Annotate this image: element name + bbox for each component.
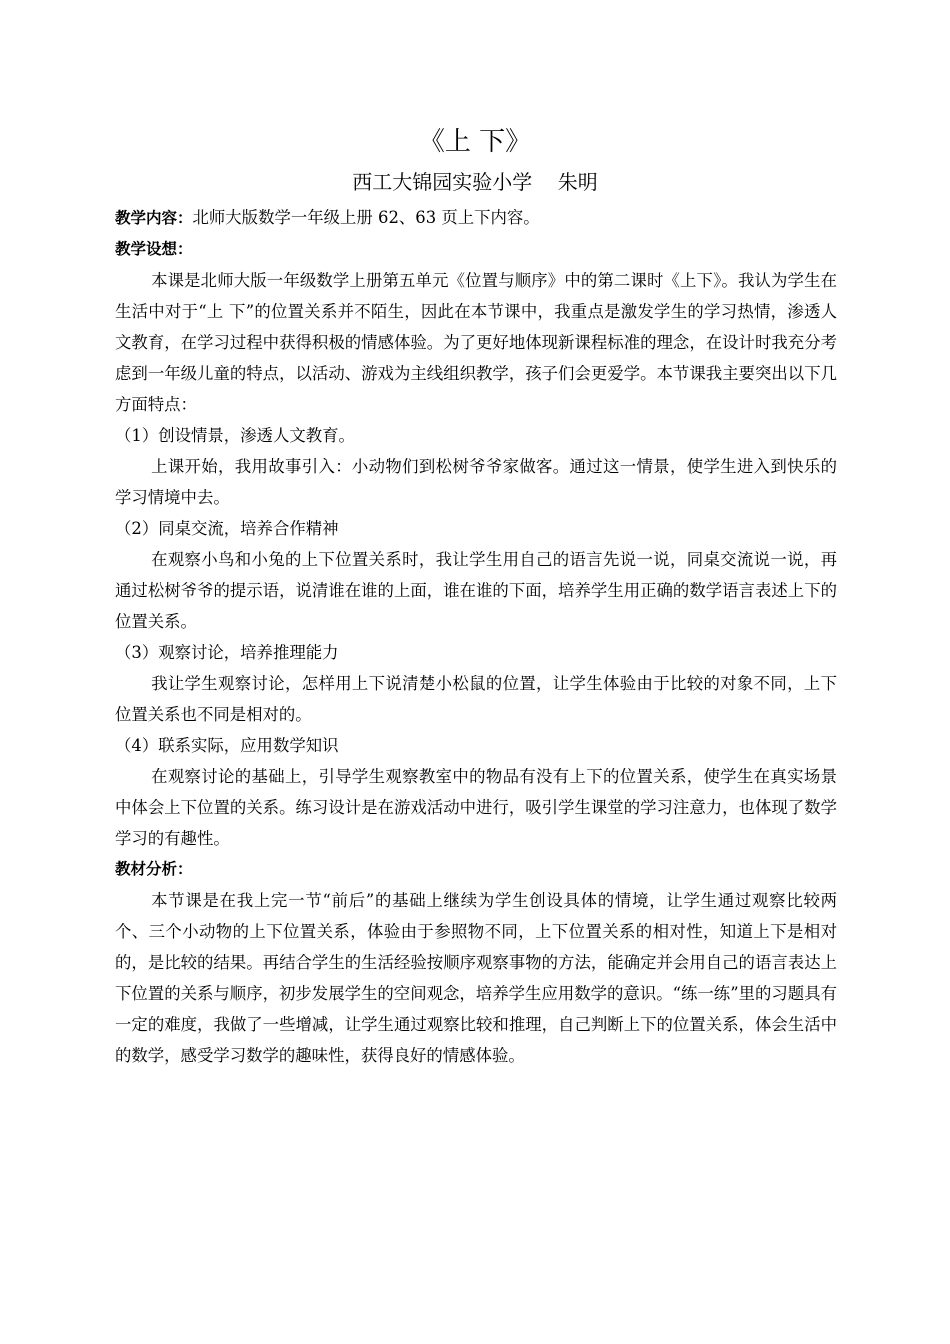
- item-2-title: （2）同桌交流，培养合作精神: [115, 519, 339, 538]
- item-2-text: 在观察小鸟和小兔的上下位置关系时，我让学生用自己的语言先说一说，同桌交流说一说，再通过松树爷爷的提示语，说清谁在谁的上面，谁在谁的下面，培养学生用正确的数学语言表述上下的位置关系。: [115, 550, 837, 631]
- item-1-title: （1）创设情景，渗透人文教育。: [115, 426, 355, 445]
- item-3-text: 我让学生观察讨论，怎样用上下说清楚小松鼠的位置，让学生体验由于比较的对象不同，上下位置关系也不同是相对的。: [115, 674, 837, 724]
- item-1-text: 上课开始，我用故事引入：小动物们到松树爷爷家做客。通过这一情景，使学生进入到快乐的学习情境中去。: [115, 457, 837, 507]
- teaching-content-line: [115, 202, 837, 234]
- material-analysis-label: 教材分析：: [115, 860, 193, 878]
- document-subtitle: 西工大锦园实验小学 朱明: [352, 170, 598, 194]
- item-4-title: （4）联系实际，应用数学知识: [115, 736, 339, 755]
- item-3-title: （3）观察讨论，培养推理能力: [115, 643, 339, 662]
- item-4-text: 在观察讨论的基础上，引导学生观察教室中的物品有没有上下的位置关系，使学生在真实场景中体会上下位置的关系。练习设计是在游戏活动中进行，吸引学生课堂的学习注意力，也体现了数学学习的有趣性。: [115, 767, 837, 848]
- material-analysis-text: 本节课是在我上完一节“前后”的基础上继续为学生创设具体的情境，让学生通过观察比较两个、三个小动物的上下位置关系，体验由于参照物不同，上下位置关系的相对性，知道上下是相对的，是比较的结果。再结合学生的生活经验按顺序观察事物的方法，能确定并会用自己的语言表达上下位置的关系与顺序，初步发展学生的空间观念，培养学生应用数学的意识。“练一练”里的习题具有一定的难度，我做了一些增减，让学生通过观察比较和推理，自己判断上下的位置关系，体会生活中的数学，感受学习数学的趣味性，获得良好的情感体验。: [115, 891, 837, 1065]
- teaching-content-label: 教学内容：: [115, 209, 193, 227]
- document-body: [115, 202, 837, 1071]
- teaching-design-label: 教学设想：: [115, 240, 193, 258]
- teaching-design-intro: 本课是北师大版一年级数学上册第五单元《位置与顺序》中的第二课时《上下》。我认为学生在生活中对于“上 下”的位置关系并不陌生，因此在本节课中，我重点是激发学生的学习热情，渗透人文教育，在学习过程中获得积极的情感体验。为了更好地体现新课程标准的理念，在设计时我充分考虑到一年级儿童的特点，以活动、游戏为主线组织教学，孩子们会更爱学。本节课我主要突出以下几方面特点：: [115, 271, 837, 414]
- document-title: 《上 下》: [418, 127, 532, 157]
- teaching-content-text: 北师大版数学一年级上册 62、63 页上下内容。: [192, 208, 540, 227]
